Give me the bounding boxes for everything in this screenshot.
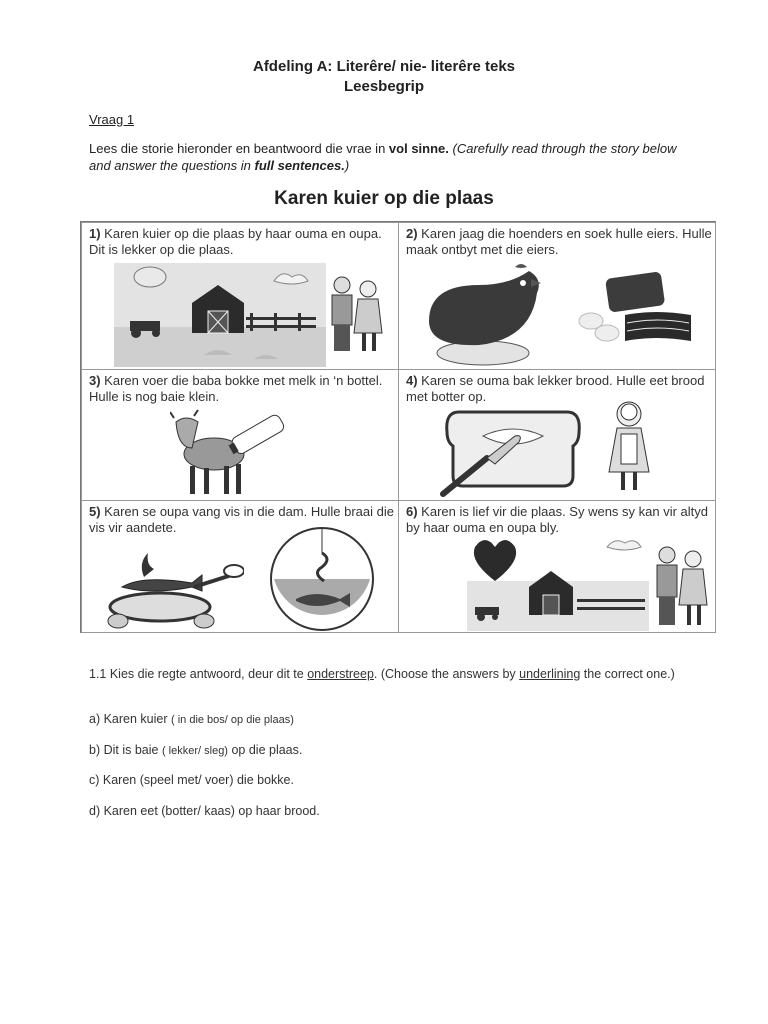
hen-image [419, 261, 549, 367]
panel-text: 4) Karen se ouma bak lekker brood. Hulle eet brood met botter op. [406, 373, 705, 404]
panel-text: 6) Karen is lief vir die plaas. Sy wens sy kan vir altyd by haar ouma en oupa bly. [406, 504, 709, 535]
grandparents-image [326, 275, 384, 355]
panel-text: 5) Karen se oupa vang vis in die dam. Hulle braai die vis vir aandete. [89, 504, 394, 535]
fishing-pond-image [268, 525, 376, 633]
panel-text: 2) Karen jaag die hoenders en soek hulle eiers. Hulle maak ontbyt met die eiers. [406, 226, 712, 257]
underline-word-english: underlining [519, 667, 581, 681]
answer-item-a: a) Karen kuier ( in die bos/ op die plaas) [89, 712, 294, 726]
breakfast-image [567, 271, 697, 351]
question-1-1: 1.1 Kies die regte antwoord, deur dit te onderstreep. (Choose the answers by underlining the correct one.) [89, 667, 675, 681]
grandparents-image [651, 545, 709, 629]
heart-farm-image [467, 537, 649, 631]
instructions-english: (Carefully read through the story below and answer the questions in [89, 141, 677, 173]
instructions-bold: vol sinne. [388, 141, 449, 156]
goat-bottle-image [170, 408, 294, 498]
panel-text: 3) Karen voer die baba bokke met melk in ‘n bottel. Hulle is nog baie klein. [89, 373, 383, 404]
story-panel-2 [398, 222, 716, 370]
instructions: Lees die storie hieronder en beantwoord die vrae in vol sinne. (Carefully read through the story below and answer the questions in full sentences.) [89, 141, 677, 173]
question-label: Vraag 1 [89, 112, 135, 127]
panel-text: 1) Karen kuier op die plaas by haar ouma en oupa. Dit is lekker op die plaas. [89, 226, 382, 257]
story-panel-3 [81, 369, 399, 501]
answer-item-d: d) Karen eet (botter/ kaas) op haar brood. [89, 804, 320, 818]
story-panel-1 [81, 222, 399, 370]
story-panel-6 [398, 500, 716, 633]
answer-options[interactable]: (speel met/ voer) [139, 773, 234, 787]
fish-fire-image [104, 547, 244, 631]
farm-scene-image [114, 263, 326, 367]
bread-knife-image [439, 406, 589, 498]
instructions-english-bold: full sentences. [254, 158, 345, 173]
story-title: Karen kuier op die plaas [274, 188, 494, 209]
grandmother-image [605, 400, 653, 496]
answer-item-b: b) Dit is baie ( lekker/ sleg) op die plaas. [89, 743, 303, 757]
underline-word: onderstreep [307, 667, 374, 681]
answer-item-c: c) Karen (speel met/ voer) die bokke. [89, 773, 294, 787]
answer-options[interactable]: (botter/ kaas) [161, 804, 235, 818]
instructions-text: Lees die storie hieronder en beantwoord die vrae in [89, 141, 389, 156]
section-subtitle: Leesbegrip [343, 78, 425, 95]
answer-options[interactable]: ( lekker/ sleg) [161, 745, 228, 757]
story-panel-5 [81, 500, 399, 633]
section-title: Afdeling A: Literêre/ nie- literêre teks [252, 58, 516, 75]
answer-options[interactable]: ( in die bos/ op die plaas) [170, 714, 294, 726]
story-panel-4 [398, 369, 716, 501]
story-panel-grid [80, 221, 716, 633]
